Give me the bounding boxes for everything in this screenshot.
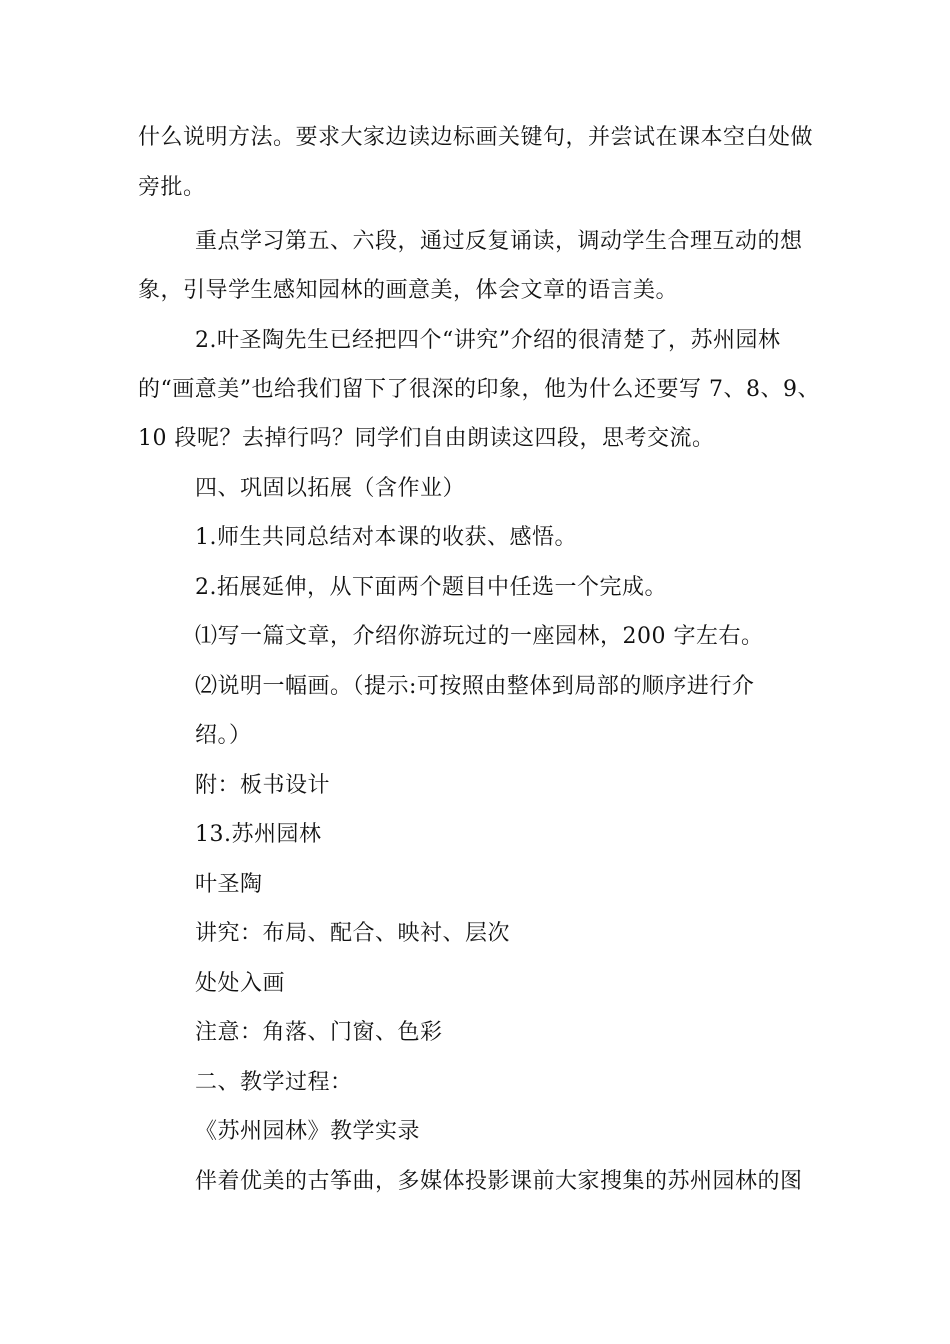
text-line: 什么说明方法。要求大家边读边标画关键句，并尝试在课本空白处做: [138, 125, 814, 150]
text-line: 讲究：布局、配合、映衬、层次: [195, 921, 511, 946]
text-line: 1.师生共同总结对本课的收获、感悟。: [195, 525, 577, 550]
text-line: 象，引导学生感知园林的画意美，体会文章的语言美。: [138, 278, 679, 303]
text-line: 10 段呢？去掉行吗？同学们自由朗读这四段，思考交流。: [138, 426, 715, 451]
text-line: 注意：角落、门窗、色彩: [195, 1020, 443, 1045]
text-line: 2.拓展延伸，从下面两个题目中任选一个完成。: [195, 575, 667, 600]
text-line: 旁批。: [138, 175, 206, 200]
text-line: 重点学习第五、六段，通过反复诵读，调动学生合理互动的想: [195, 229, 803, 254]
text-line: 处处入画: [195, 971, 286, 996]
board-title: 13.苏州园林: [195, 822, 322, 847]
section-heading: 二、教学过程：: [195, 1070, 353, 1095]
text-line: 的“画意美”也给我们留下了很深的印象，他为什么还要写 7、8、9、: [138, 377, 820, 402]
text-line: ⑴写一篇文章，介绍你游玩过的一座园林，200 字左右。: [195, 624, 764, 649]
text-line: 《苏州园林》教学实录: [195, 1119, 421, 1144]
text-line: 绍。）: [195, 723, 252, 748]
section-heading: 四、巩固以拓展（含作业）: [195, 476, 466, 501]
text-line: ⑵说明一幅画。（提示:可按照由整体到局部的顺序进行介: [195, 674, 755, 699]
text-line: 伴着优美的古筝曲，多媒体投影课前大家搜集的苏州园林的图: [195, 1169, 803, 1194]
board-author: 叶圣陶: [195, 872, 263, 897]
text-line: 2.叶圣陶先生已经把四个“讲究”介绍的很清楚了，苏州园林: [195, 328, 781, 353]
section-heading: 附：板书设计: [195, 773, 331, 798]
